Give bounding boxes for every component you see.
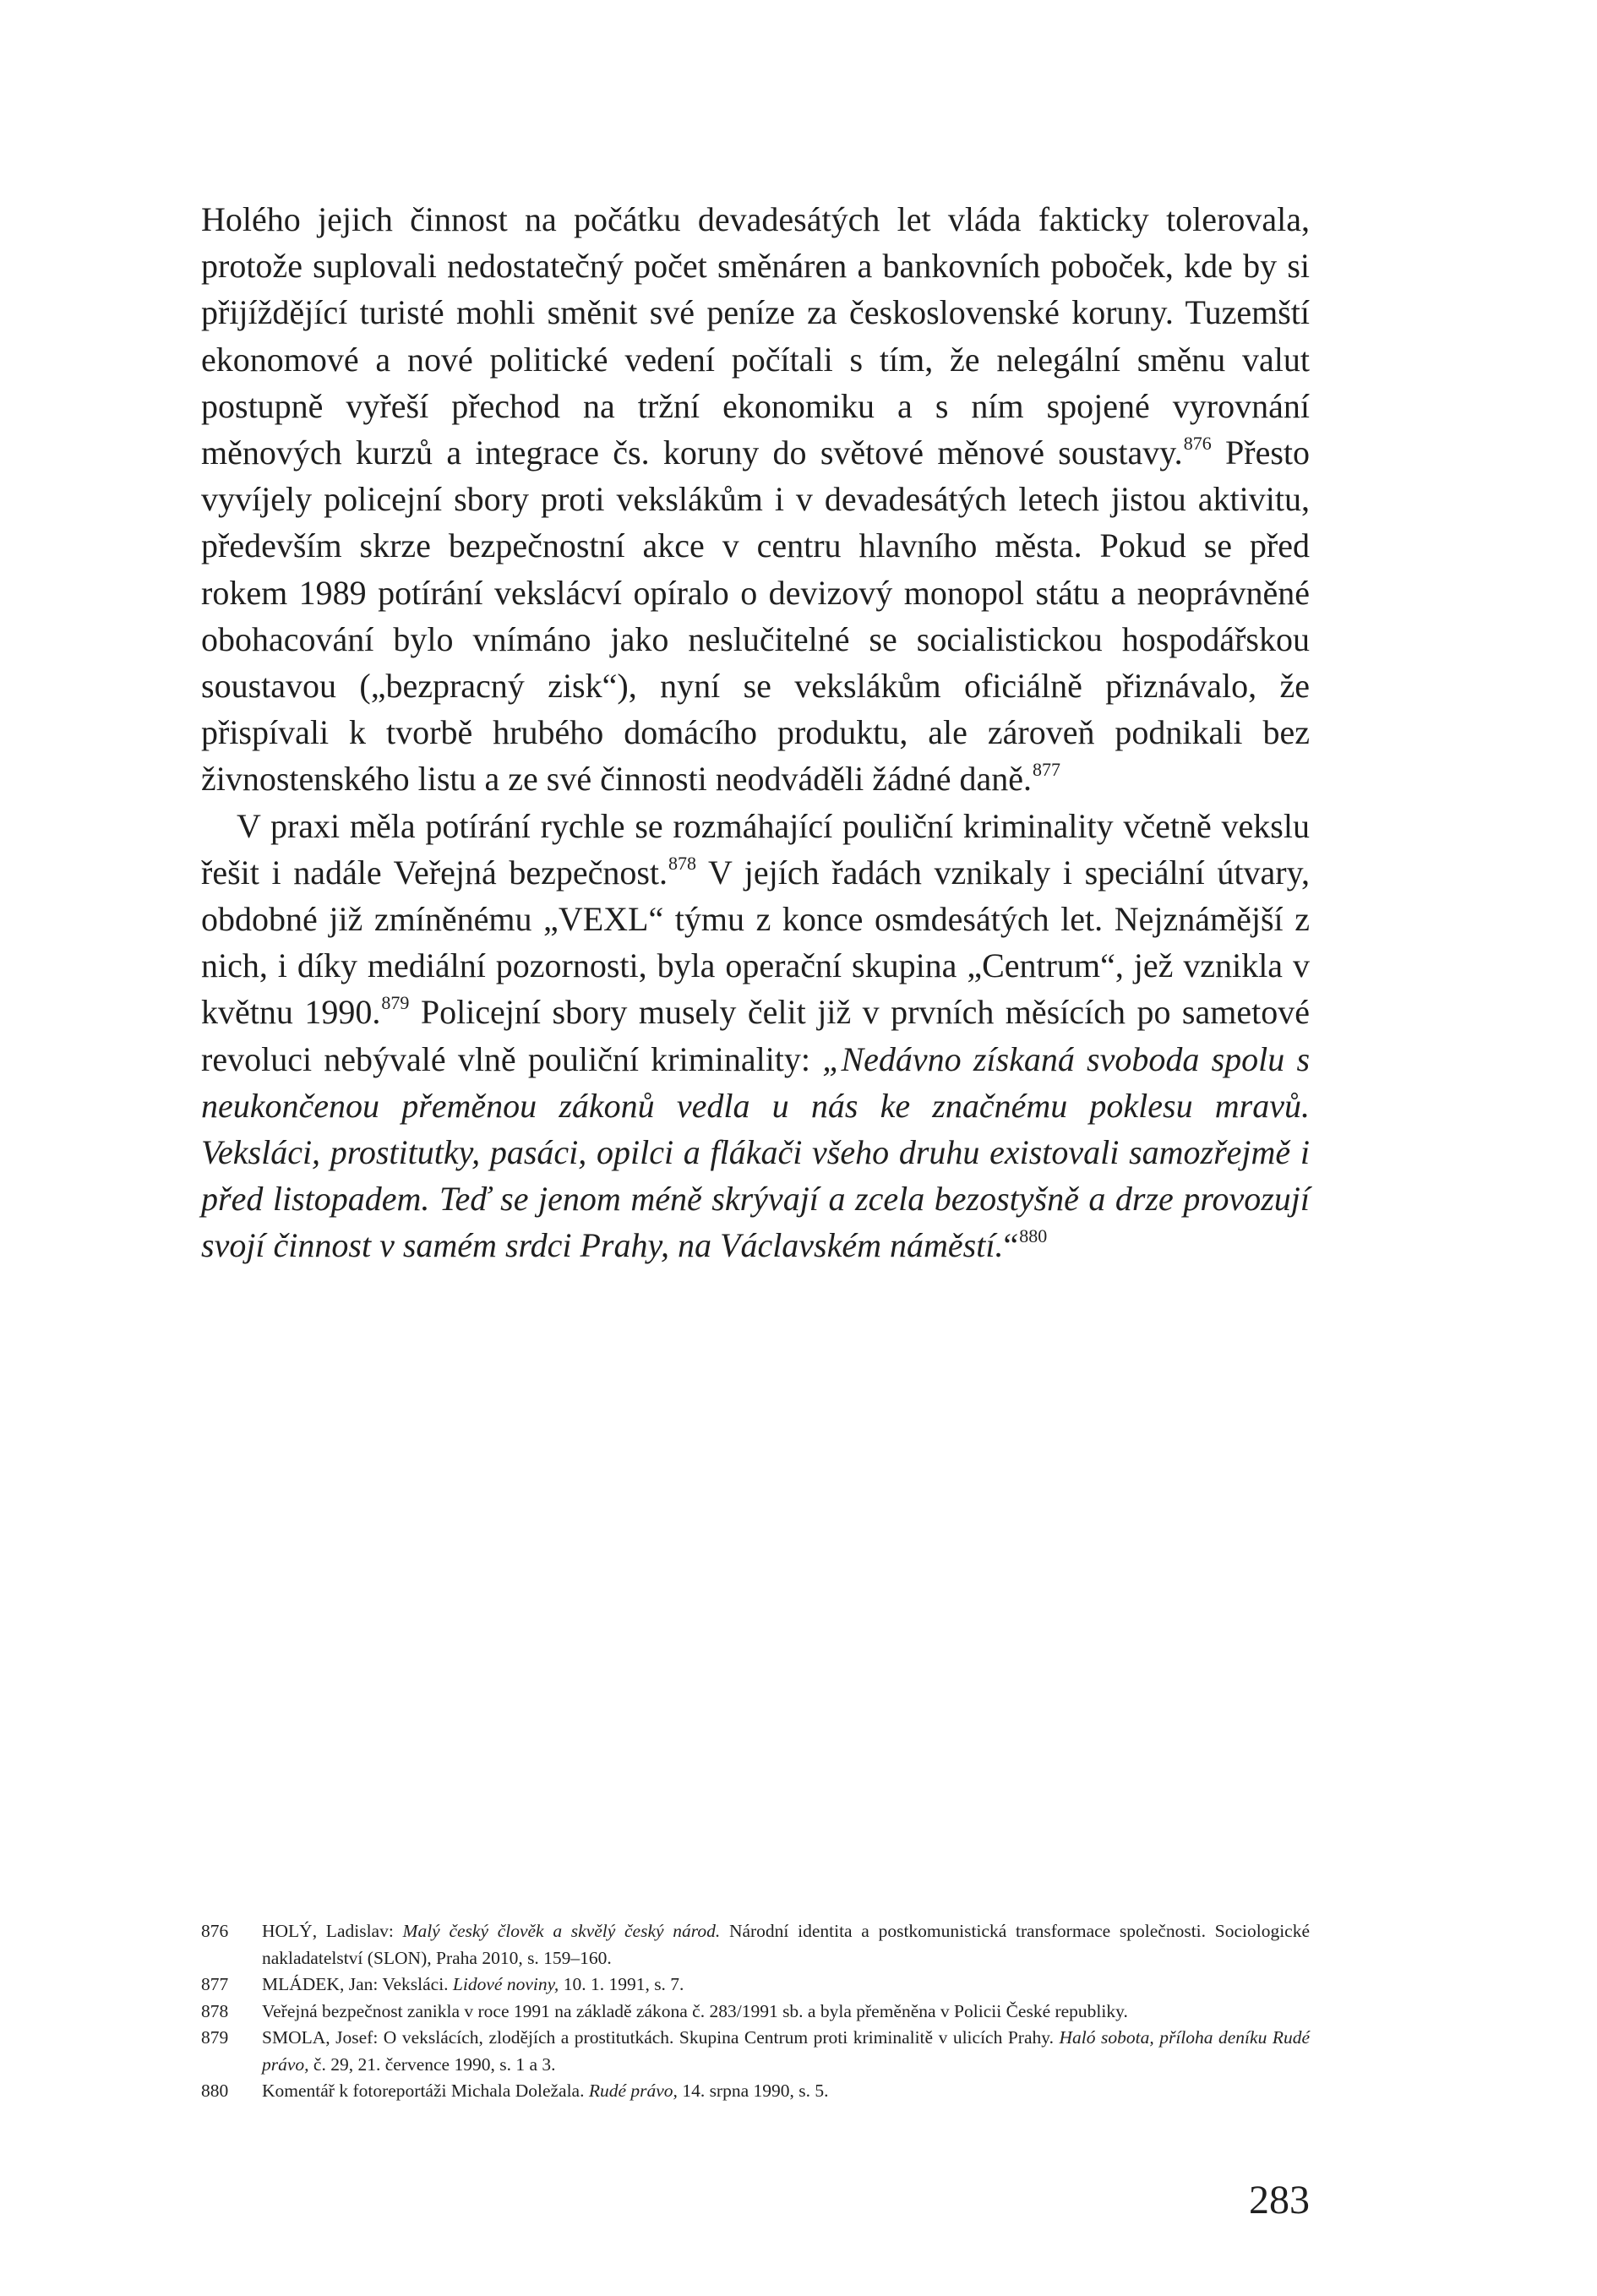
main-text	[201, 196, 1310, 1269]
paragraph-2-text-c: Policejní sbory musely čelit již v prvních měsících po sametové revoluci nebývalé vlně pouliční kriminality:	[201, 993, 1310, 1078]
footnote-number: 876	[201, 1921, 229, 1941]
page-number: 283	[1249, 2178, 1310, 2222]
footnote-number: 879	[201, 2027, 229, 2048]
footnote-text: MLÁDEK, Jan: Veksláci. Lidové noviny, 10. 1. 1991, s. 7.	[262, 1974, 684, 1994]
footnote-880	[201, 2078, 1310, 2105]
footnote-number: 878	[201, 2000, 229, 2021]
footnotes	[201, 1918, 1310, 2105]
footnote-ref-876[interactable]: 876	[1183, 433, 1212, 455]
paragraph-1-text-a: Holého jejich činnost na počátku devadesátých let vláda fakticky tolerovala, protože suplovali nedostatečný počet směnáren a bankovních poboček, kde by si přijíždějící turisté mohli směnit své peníze za československé koruny. Tuzemští ekonomové a nové politické vedení počítali s tím, že nelegální směnu valut postupně vyřeší přechod na tržní ekonomiku a s ním spojené vyrovnání měnových kurzů a integrace čs. koruny do světové měnové soustavy.	[201, 200, 1310, 472]
footnote-879	[201, 2025, 1310, 2078]
footnote-text: Komentář k fotoreportáži Michala Doležala. Rudé právo, 14. srpna 1990, s. 5.	[262, 2081, 829, 2101]
footnote-877	[201, 1972, 1310, 1999]
footnote-number: 880	[201, 2081, 229, 2101]
footnote-text: Veřejná bezpečnost zanikla v roce 1991 na základě zákona č. 283/1991 sb. a byla přeměněna v Policii České republiky.	[262, 2000, 1128, 2021]
paragraph-2	[201, 803, 1310, 1269]
quotation: „Nedávno získaná svoboda spolu s neukončenou přeměnou zákonů vedla u nás ke značnému poklesu mravů. Veksláci, prostitutky, pasáci, opilci a flákači všeho druhu existovali samozřejmě i před listopadem. Teď se jenom méně skrývají a zcela bezostyšně a drze provozují svojí činnost v samém srdci Prahy, na Václavském náměstí.	[201, 1039, 1311, 1265]
footnote-ref-878[interactable]: 878	[668, 852, 697, 874]
footnote-ref-879[interactable]: 879	[381, 992, 410, 1014]
paragraph-1-text-b: Přesto vyvíjely policejní sbory proti vekslákům i v devadesátých letech jistou aktivitu, především skrze bezpečnostní akce v centru hlavního města. Pokud se před rokem 1989 potírání vekslácví opíralo o devizový monopol státu a neoprávněné obohacování bylo vnímáno jako neslučitelné se socialistickou hospodářskou soustavou („bezpracný zisk“), nyní se vekslákům oficiálně přiznávalo, že přispívali k tvorbě hrubého domácího produktu, ale zároveň podnikali bez živnostenského listu a ze své činnosti neodváděli žádné daně.	[201, 434, 1310, 799]
footnote-number: 877	[201, 1974, 229, 1994]
footnote-ref-877[interactable]: 877	[1033, 759, 1061, 781]
footnote-text: SMOLA, Josef: O vekslácích, zlodějích a prostitutkách. Skupina Centrum proti kriminalitě v ulicích Prahy. Haló sobota, příloha deníku Rudé právo, č. 29, 21. července 1990, s. 1 a 3.	[262, 2027, 1311, 2075]
footnote-876	[201, 1918, 1310, 1972]
paragraph-2-text-b: V jejích řadách vznikaly i speciální útvary, obdobné již zmíněnému „VEXL“ týmu z konce osmdesátých let. Nejznámější z nich, i díky mediální pozornosti, byla operační skupina „Centrum“, jež vznikla v květnu 1990.	[201, 853, 1310, 1032]
paragraph-2-text-a: V praxi měla potírání rychle se rozmáhající pouliční kriminality včetně vekslu řešit i nadále Veřejná bezpečnost.	[201, 806, 1310, 892]
footnote-text: HOLÝ, Ladislav: Malý český člověk a skvělý český národ. Národní identita a postkomunistická transformace společnosti. Sociologické nakladatelství (SLON), Praha 2010, s. 159–160.	[262, 1921, 1311, 1968]
quotation-close: “	[1003, 1226, 1019, 1265]
paragraph-1	[201, 196, 1310, 803]
footnote-ref-880[interactable]: 880	[1019, 1225, 1048, 1247]
footnote-878	[201, 1999, 1310, 2026]
